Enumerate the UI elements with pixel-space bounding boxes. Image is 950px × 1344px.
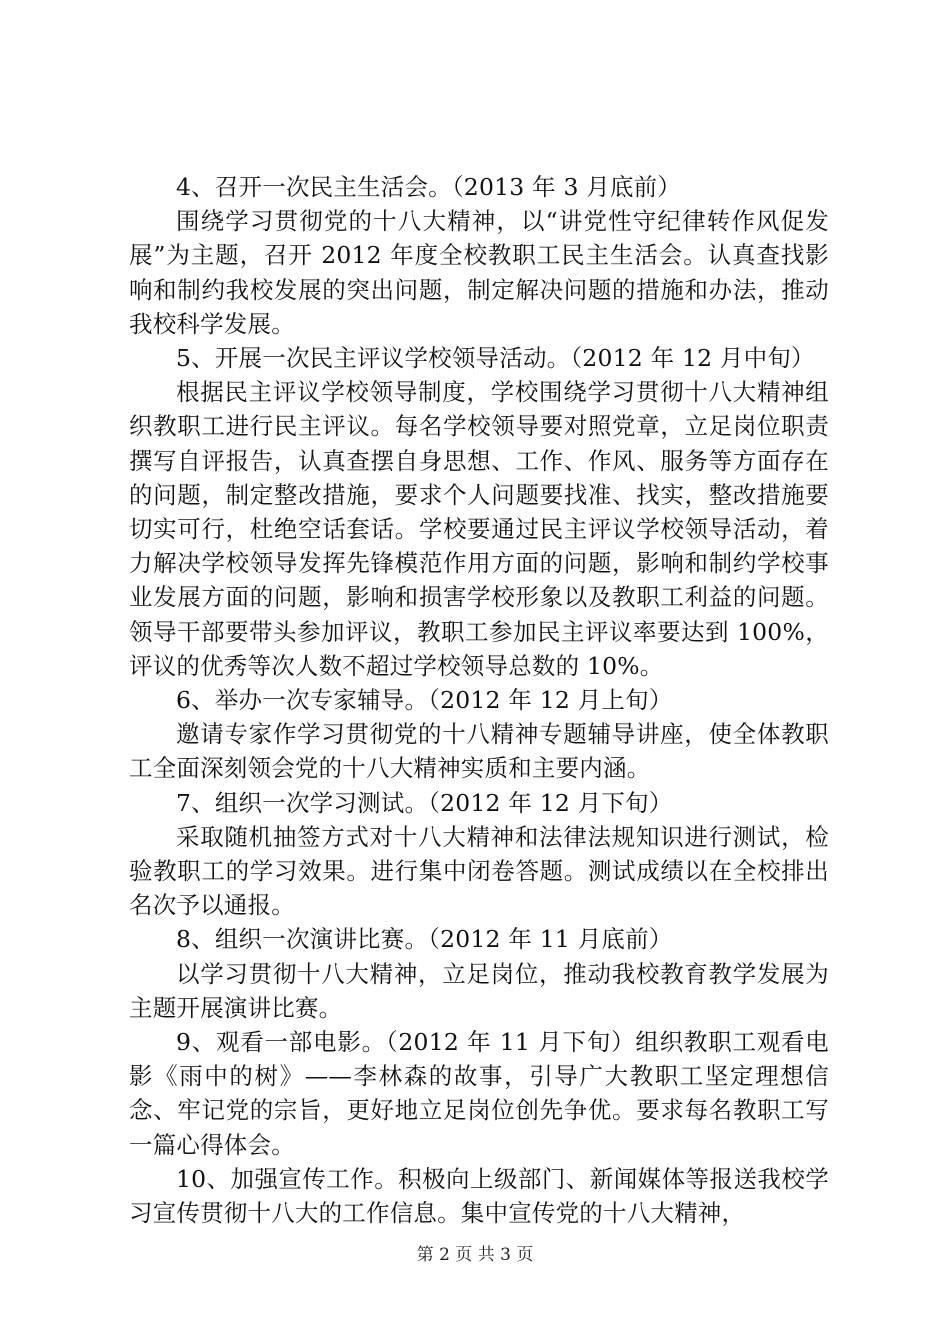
item-8-heading: 8、组织一次演讲比赛。（2012 年 11 月底前） <box>176 925 673 954</box>
page-footer: 第 2 页 共 3 页 <box>416 1245 534 1265</box>
item-6-heading: 6、举办一次专家辅导。（2012 年 12 月上旬） <box>176 686 673 715</box>
item-7-heading: 7、组织一次学习测试。（2012 年 12 月下旬） <box>176 788 673 817</box>
document-body <box>129 170 829 1230</box>
item-4-body: 围绕学习贯彻党的十八大精神，以“讲党性守纪律转作风促发展”为主题，召开 2012 年度全校教职工民主生活会。认真查找影响和制约我校发展的突出问题，制定解决问题的措施和办法，推动我校科学发展。 <box>129 207 829 338</box>
item-8-body: 以学习贯彻十八大精神，立足岗位，推动我校教育教学发展为主题开展演讲比赛。 <box>129 959 829 1022</box>
item-5-body: 根据民主评议学校领导制度，学校围绕学习贯彻十八大精神组织教职工进行民主评议。每名学校领导要对照党章，立足岗位职责撰写自评报告，认真查摆自身思想、工作、作风、服务等方面存在的问题，制定整改措施，要求个人问题要找准、找实，整改措施要切实可行，杜绝空话套话。学校要通过民主评议学校领导活动，着力解决学校领导发挥先锋模范作用方面的问题，影响和制约学校事业发展方面的问题，影响和损害学校形象以及教职工利益的问题。领导干部要带头参加评议，教职工参加民主评议率要达到 100%，评议的优秀等次人数不超过学校领导总数的 10%。 <box>129 378 829 680</box>
item-7-body: 采取随机抽签方式对十八大精神和法律法规知识进行测试，检验教职工的学习效果。进行集中闭卷答题。测试成绩以在全校排出名次予以通报。 <box>129 822 829 920</box>
item-6-body: 邀请专家作学习贯彻党的十八精神专题辅导讲座，使全体教职工全面深刻领会党的十八大精神实质和主要内涵。 <box>129 720 829 783</box>
item-5-heading: 5、开展一次民主评议学校领导活动。（2012 年 12 月中旬） <box>176 344 815 373</box>
item-9-paragraph: 9、观看一部电影。（2012 年 11 月下旬）组织教职工观看电影《雨中的树》——李林森的故事，引导广大教职工坚定理想信念、牢记党的宗旨，更好地立足岗位创先争优。要求每名教职工写一篇心得体会。 <box>129 1028 829 1159</box>
item-10-paragraph: 10、加强宣传工作。积极向上级部门、新闻媒体等报送我校学习宣传贯彻十八大的工作信息。集中宣传党的十八大精神， <box>129 1164 829 1228</box>
item-4-heading: 4、召开一次民主生活会。（2013 年 3 月底前） <box>176 173 682 201</box>
